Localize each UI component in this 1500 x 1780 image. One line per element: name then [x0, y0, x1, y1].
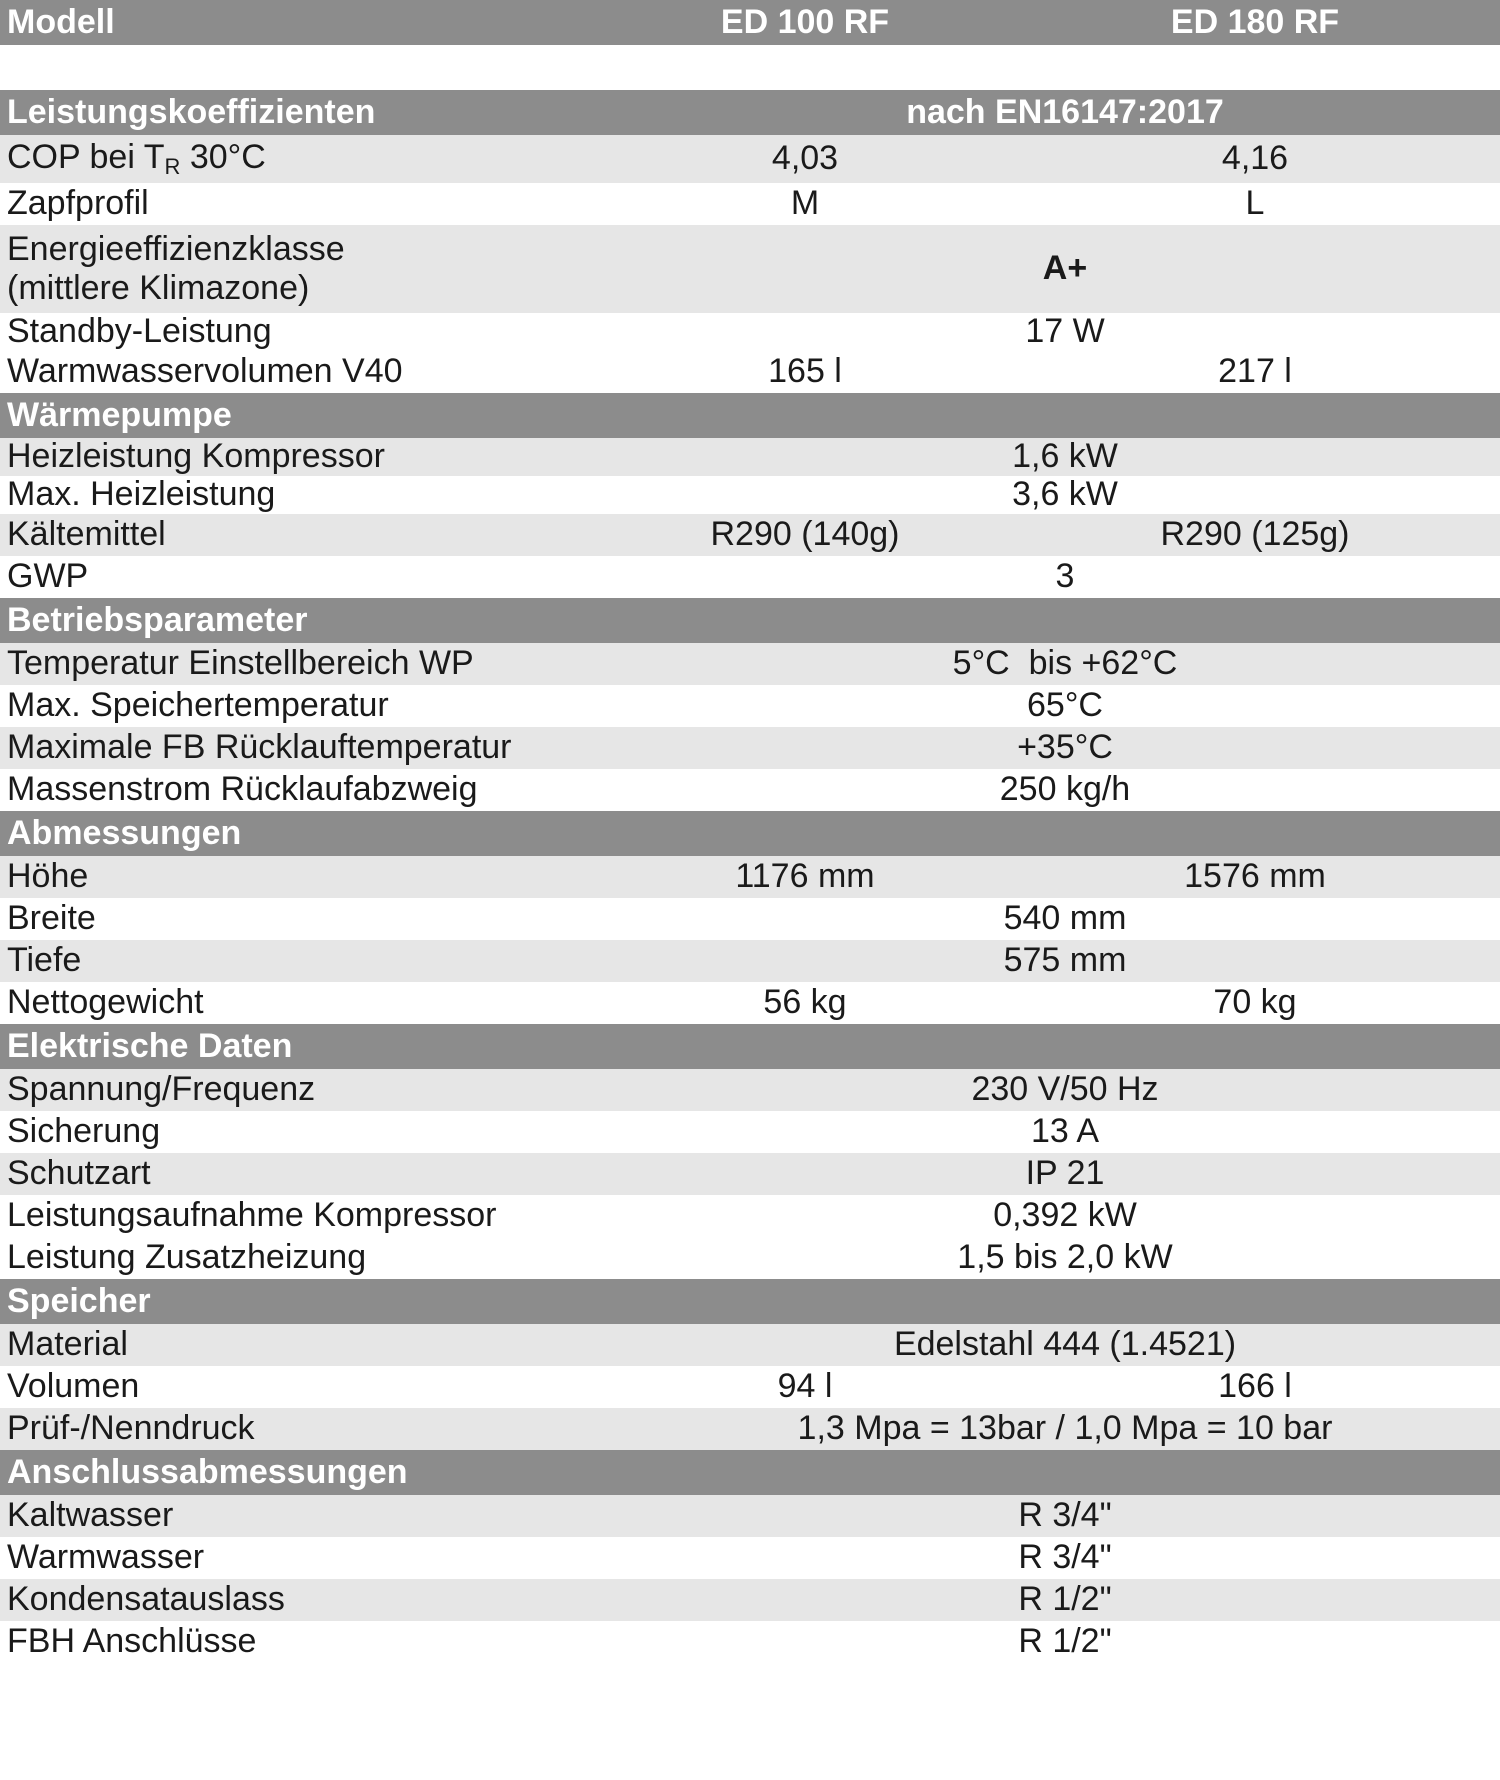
- row-value-span: 17 W: [1025, 312, 1105, 351]
- row-label: Max. Heizleistung: [7, 475, 276, 514]
- table-row: [0, 1366, 1500, 1408]
- row-value-col-2: R290 (125g): [1160, 515, 1350, 554]
- row-label: Schutzart: [7, 1154, 151, 1193]
- table-row: [0, 183, 1500, 225]
- row-value-span: 65°C: [1027, 686, 1103, 725]
- row-label: Leistung Zusatzheizung: [7, 1238, 367, 1277]
- table-row: [0, 982, 1500, 1024]
- row-label: Leistungsaufnahme Kompressor: [7, 1196, 497, 1235]
- section-abmessungen: [0, 811, 1500, 856]
- table-row: [0, 685, 1500, 727]
- table-row: [0, 438, 1500, 476]
- table-row: [0, 1495, 1500, 1537]
- row-value-span: R 3/4": [1018, 1496, 1112, 1535]
- section-title: Speicher: [7, 1281, 151, 1320]
- row-label: COP bei $T_R$ 30°C: [7, 138, 266, 180]
- row-value-span: 1,6 kW: [1012, 437, 1118, 476]
- table-row: [0, 1111, 1500, 1153]
- table-row: [0, 1579, 1500, 1621]
- row-label: Tiefe: [7, 941, 82, 980]
- section-title: Wärmepumpe: [7, 395, 232, 434]
- row-value-col-1: 94 l: [777, 1367, 833, 1406]
- row-value-col-2: L: [1245, 184, 1265, 223]
- row-value-span: 3,6 kW: [1012, 475, 1118, 514]
- table-row: [0, 1621, 1500, 1663]
- row-value-col-2: 4,16: [1221, 139, 1289, 178]
- table-row: [0, 351, 1500, 393]
- row-value-span: Edelstahl 444 (1.4521): [893, 1325, 1237, 1364]
- model-label: Modell: [7, 2, 115, 41]
- row-label: Kältemittel: [7, 515, 166, 554]
- row-label: Prüf-/Nenndruck: [7, 1409, 255, 1448]
- row-label: Höhe: [7, 857, 89, 896]
- section-betriebsparameter: [0, 598, 1500, 643]
- row-value-span: 5°C bis +62°C: [952, 644, 1178, 683]
- section-title: Abmessungen: [7, 813, 242, 852]
- section-title: Leistungskoeffizienten: [7, 92, 376, 131]
- row-value-span: 250 kg/h: [999, 770, 1131, 809]
- section-leistungskoeffizienten: [0, 90, 1500, 135]
- row-value-span: R 1/2": [1018, 1622, 1112, 1661]
- row-value-span: 3: [1055, 557, 1075, 596]
- table-row: [0, 313, 1500, 351]
- row-value-col-2: 70 kg: [1213, 983, 1297, 1022]
- table-row: [0, 1237, 1500, 1279]
- section-title: Elektrische Daten: [7, 1026, 293, 1065]
- row-value-col-2: 1576 mm: [1184, 857, 1326, 896]
- table-row: [0, 940, 1500, 982]
- row-value-span: 0,392 kW: [993, 1196, 1137, 1235]
- row-value-span: R 3/4": [1018, 1538, 1112, 1577]
- row-label: Warmwasser: [7, 1538, 205, 1577]
- row-label: Nettogewicht: [7, 983, 204, 1022]
- table-row: [0, 514, 1500, 556]
- row-label: Massenstrom Rücklaufabzweig: [7, 770, 478, 809]
- table-row: [0, 225, 1500, 313]
- table-row: [0, 1408, 1500, 1450]
- row-value-span: 230 V/50 Hz: [971, 1070, 1159, 1109]
- row-value-span: 1,3 Mpa = 13bar / 1,0 Mpa = 10 bar: [797, 1409, 1333, 1448]
- row-label: Sicherung: [7, 1112, 161, 1151]
- row-label: Maximale FB Rücklauftemperatur: [7, 728, 512, 767]
- section-anschlussabmessungen: [0, 1450, 1500, 1495]
- row-value-span: R 1/2": [1018, 1580, 1112, 1619]
- table-row: [0, 135, 1500, 183]
- row-label: Breite: [7, 899, 96, 938]
- row-value-span: 13 A: [1030, 1112, 1100, 1151]
- row-value-col-1: R290 (140g): [710, 515, 900, 554]
- row-label: Spannung/Frequenz: [7, 1070, 316, 1109]
- table-row: [0, 1537, 1500, 1579]
- table-row: [0, 727, 1500, 769]
- table-row: [0, 769, 1500, 811]
- table-row: [0, 1195, 1500, 1237]
- row-label: Standby-Leistung: [7, 312, 272, 351]
- model-col-1: ED 100 RF: [720, 2, 890, 41]
- row-value-span: 540 mm: [1003, 899, 1127, 938]
- row-label: Volumen: [7, 1367, 140, 1406]
- table-row: [0, 476, 1500, 514]
- row-value-span: 1,5 bis 2,0 kW: [957, 1238, 1173, 1277]
- row-label: FBH Anschlüsse: [7, 1622, 257, 1661]
- row-value-col-1: 165 l: [768, 352, 842, 391]
- header-spacer: [0, 45, 1500, 90]
- row-value-span: 575 mm: [1003, 941, 1127, 980]
- row-label: Heizleistung Kompressor: [7, 437, 385, 476]
- section-speicher: [0, 1279, 1500, 1324]
- table-row: [0, 898, 1500, 940]
- table-row: [0, 643, 1500, 685]
- row-value-span: +35°C: [1017, 728, 1113, 767]
- row-value-col-1: M: [790, 184, 820, 223]
- row-value-span: A+: [1042, 249, 1088, 288]
- model-col-2: ED 180 RF: [1170, 2, 1340, 41]
- table-row: [0, 856, 1500, 898]
- table-row: [0, 1069, 1500, 1111]
- row-label: Material: [7, 1325, 128, 1364]
- row-label: Temperatur Einstellbereich WP: [7, 644, 474, 683]
- row-value-span: IP 21: [1025, 1154, 1105, 1193]
- table-row: [0, 1153, 1500, 1195]
- row-value-col-1: 1176 mm: [735, 857, 875, 896]
- row-value-col-1: 4,03: [771, 139, 839, 178]
- section-title: Betriebsparameter: [7, 600, 308, 639]
- table-row: [0, 1324, 1500, 1366]
- row-value-col-2: 217 l: [1218, 352, 1292, 391]
- row-label: Warmwasservolumen V40: [7, 352, 403, 391]
- section-waermepumpe: [0, 393, 1500, 438]
- row-label: Max. Speichertemperatur: [7, 686, 389, 725]
- row-label: Zapfprofil: [7, 184, 149, 223]
- section-title: Anschlussabmessungen: [7, 1452, 408, 1491]
- table-row: [0, 556, 1500, 598]
- section-subtitle: nach EN16147:2017: [906, 92, 1224, 131]
- row-value-col-2: 166 l: [1218, 1367, 1292, 1406]
- row-label: Energieeffizienzklasse (mittlere Klimazone): [7, 229, 345, 307]
- row-label: Kondensatauslass: [7, 1580, 285, 1619]
- table-header: [0, 0, 1500, 45]
- row-value-col-1: 56 kg: [763, 983, 847, 1022]
- row-label: Kaltwasser: [7, 1496, 174, 1535]
- section-elektrische-daten: [0, 1024, 1500, 1069]
- row-label: GWP: [7, 557, 89, 596]
